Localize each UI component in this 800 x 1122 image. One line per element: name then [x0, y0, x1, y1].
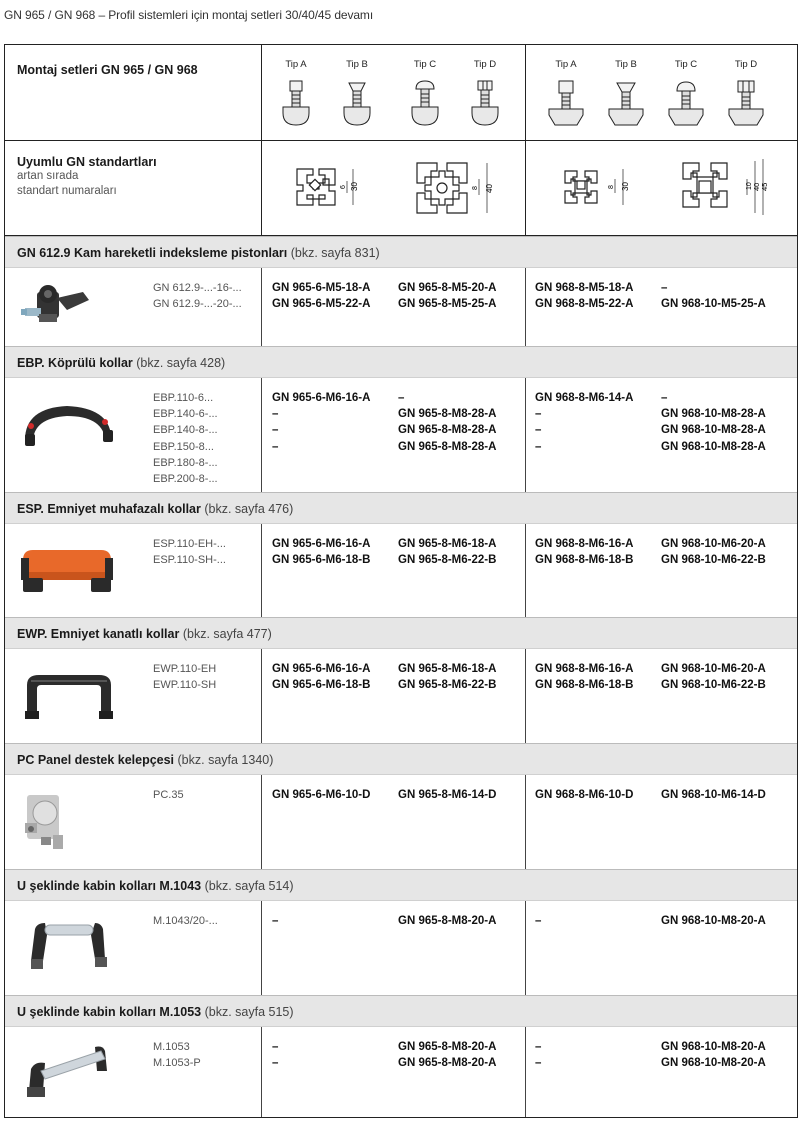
section-header: ESP. Emniyet muhafazalı kollar (bkz. sayfa 476)	[5, 492, 797, 524]
section-header: PC Panel destek kelepçesi (bkz. sayfa 1340)	[5, 743, 797, 775]
profile-2-slot-label: 8	[472, 186, 479, 190]
col3-values: GN 968-8-M6-16-A GN 968-8-M6-18-B	[535, 538, 634, 567]
section-header: GN 612.9 Kam hareketli indeksleme pistonları (bkz. sayfa 831)	[5, 236, 797, 268]
tip-a-tnut-icon	[541, 79, 591, 131]
divider	[261, 268, 262, 346]
col1-values: – –	[272, 1041, 279, 1070]
article-codes: EBP.110-6... EBP.140-6-... EBP.140-8-... EBP.150-8... EBP.180-8-... EBP.200-8-...	[153, 392, 218, 486]
tip-label: Tip D	[473, 59, 497, 70]
col1-values: –	[272, 915, 279, 927]
divider	[525, 649, 526, 743]
tip-b-tnut-icon	[601, 79, 651, 131]
profile-30-slot8-icon	[553, 159, 643, 217]
divider	[261, 45, 262, 236]
profile-40-45-slot10-icon	[673, 153, 785, 223]
article-codes: EWP.110-EH EWP.110-SH	[153, 663, 217, 692]
u-handle-m1053-image	[17, 1041, 127, 1105]
profile-1-height-label: 30	[350, 182, 359, 191]
col3-values: GN 968-8-M5-18-A GN 968-8-M5-22-A	[535, 282, 634, 311]
divider	[525, 378, 526, 492]
section-body	[5, 649, 797, 743]
page-title: GN 965 / GN 968 – Profil sistemleri için montaj setleri 30/40/45 devamı	[4, 8, 374, 22]
tip-d-tnut-icon	[721, 79, 771, 131]
section-header: U şeklinde kabin kolları M.1053 (bkz. sayfa 515)	[5, 995, 797, 1027]
col2-values: GN 965-8-M6-18-A GN 965-8-M6-22-B	[398, 538, 497, 567]
divider	[525, 775, 526, 869]
divider	[261, 775, 262, 869]
tip-c-tnut-icon	[661, 79, 711, 131]
divider	[525, 268, 526, 346]
col4-values: GN 968-10-M8-20-A	[661, 915, 766, 927]
profile-30-slot6-icon	[285, 159, 371, 217]
section-body	[5, 524, 797, 617]
profile-3-height-label: 30	[621, 182, 630, 191]
col2-values: GN 965-8-M6-14-D	[398, 789, 497, 801]
col2-values: GN 965-8-M8-20-A GN 965-8-M8-20-A	[398, 1041, 497, 1070]
profile-4-height-label: 40	[752, 182, 761, 191]
article-codes: ESP.110-EH-... ESP.110-SH-...	[153, 538, 226, 567]
article-codes: M.1053 M.1053-P	[153, 1041, 201, 1070]
u-handle-m1043-image	[17, 915, 121, 979]
col3-values: GN 968-8-M6-14-A – – –	[535, 392, 634, 453]
divider	[261, 901, 262, 995]
article-codes: PC.35	[153, 789, 184, 801]
col4-values: GN 968-10-M6-20-A GN 968-10-M6-22-B	[661, 663, 766, 692]
tip-label: Tip B	[615, 59, 637, 70]
divider	[525, 45, 526, 236]
col4-values: – GN 968-10-M5-25-A	[661, 282, 766, 311]
section-body	[5, 1027, 797, 1117]
col1-values: GN 965-6-M6-16-A – – –	[272, 392, 371, 453]
section-body	[5, 901, 797, 995]
col3-values: GN 968-8-M6-16-A GN 968-8-M6-18-B	[535, 663, 634, 692]
col2-values: GN 965-8-M8-20-A	[398, 915, 497, 927]
col2-values: GN 965-8-M6-18-A GN 965-8-M6-22-B	[398, 663, 497, 692]
tip-a-screw-icon	[271, 79, 321, 131]
col1-values: GN 965-6-M5-18-A GN 965-6-M5-22-A	[272, 282, 371, 311]
section-body	[5, 378, 797, 492]
compat-heading: Uyumlu GN standartları artan sırada standart numaraları	[17, 155, 157, 197]
profile-4-slot-label: 10	[746, 182, 753, 190]
col2-values: – GN 965-8-M8-28-A GN 965-8-M8-28-A GN 965-8-M8-28-A	[398, 392, 497, 453]
tip-label: Tip A	[285, 59, 307, 70]
section-header: U şeklinde kabin kolları M.1043 (bkz. sayfa 514)	[5, 869, 797, 901]
article-codes: GN 612.9-...-16-... GN 612.9-...-20-...	[153, 282, 242, 311]
divider	[261, 1027, 262, 1117]
col2-values: GN 965-8-M5-20-A GN 965-8-M5-25-A	[398, 282, 497, 311]
col1-values: GN 965-6-M6-10-D	[272, 789, 371, 801]
col1-values: GN 965-6-M6-16-A GN 965-6-M6-18-B	[272, 538, 371, 567]
profile-40-slot8-icon	[407, 155, 511, 221]
col4-values: – GN 968-10-M8-28-A GN 968-10-M8-28-A GN 968-10-M8-28-A	[661, 392, 766, 453]
col1-values: GN 965-6-M6-16-A GN 965-6-M6-18-B	[272, 663, 371, 692]
wing-handle-image	[17, 665, 121, 725]
type-header-row	[5, 45, 797, 141]
profile-header-row	[5, 141, 797, 236]
divider	[525, 1027, 526, 1117]
tip-label: Tip D	[734, 59, 758, 70]
col3-values: GN 968-8-M6-10-D	[535, 789, 634, 801]
tip-c-screw-icon	[400, 79, 450, 131]
tip-label: Tip B	[346, 59, 368, 70]
profile-4-height2-label: 45	[760, 182, 769, 191]
tip-d-screw-icon	[460, 79, 510, 131]
col4-values: GN 968-10-M8-20-A GN 968-10-M8-20-A	[661, 1041, 766, 1070]
col3-values: – –	[535, 1041, 542, 1070]
mounting-set-table	[4, 44, 798, 1118]
article-codes: M.1043/20-...	[153, 915, 218, 927]
col4-values: GN 968-10-M6-20-A GN 968-10-M6-22-B	[661, 538, 766, 567]
col4-values: GN 968-10-M6-14-D	[661, 789, 766, 801]
col3-values: –	[535, 915, 542, 927]
profile-2-height-label: 40	[485, 184, 494, 193]
panel-clamp-image	[17, 787, 73, 857]
tip-label: Tip C	[413, 59, 437, 70]
profile-1-slot-label: 6	[340, 185, 347, 189]
section-body	[5, 775, 797, 869]
divider	[525, 901, 526, 995]
divider	[261, 378, 262, 492]
bridge-handle-image	[17, 396, 123, 452]
table-title: Montaj setleri GN 965 / GN 968	[17, 63, 198, 77]
section-header: EWP. Emniyet kanatlı kollar (bkz. sayfa 477)	[5, 617, 797, 649]
tip-label: Tip C	[674, 59, 698, 70]
profile-3-slot-label: 8	[608, 185, 615, 189]
divider	[261, 524, 262, 617]
section-body	[5, 268, 797, 346]
tip-label: Tip A	[555, 59, 577, 70]
divider	[261, 649, 262, 743]
divider	[525, 524, 526, 617]
section-header: EBP. Köprülü kollar (bkz. sayfa 428)	[5, 346, 797, 378]
indexing-plunger-image	[17, 280, 101, 336]
tip-b-screw-icon	[332, 79, 382, 131]
safety-handle-image	[17, 542, 117, 598]
